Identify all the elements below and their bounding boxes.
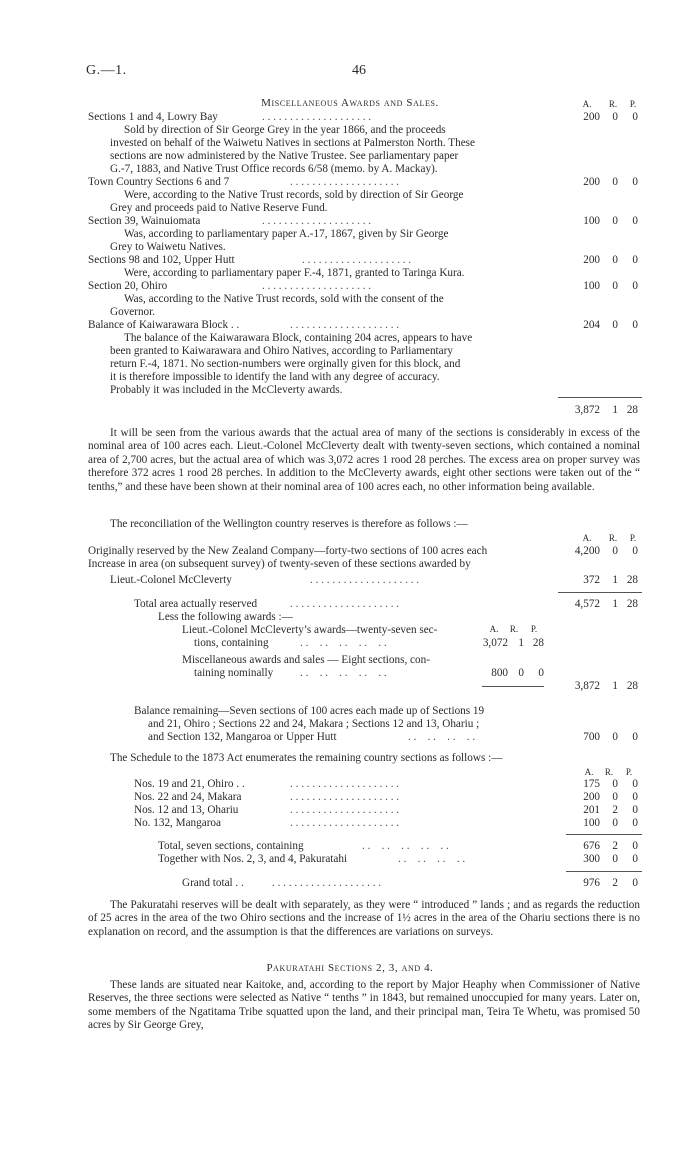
misc-item-title: Balance of Kaiwarawara Block . . [88, 319, 240, 331]
pakuratahi-title: Pakuratahi Sections 2, 3, and 4. [266, 962, 434, 974]
recon-mccleverty-line: Lieut.-Colonel McCleverty [110, 574, 232, 586]
misc-item-title: Section 39, Wainuiomata [88, 215, 201, 227]
schedule-roods: 2 [612, 840, 618, 852]
recon-increase-line: Increase in area (on subsequent survey) of twenty-seven of these sections awarded by [88, 558, 471, 570]
misc-item-acres: 200 [583, 111, 600, 123]
schedule-roods: 0 [612, 778, 618, 790]
schedule-perches: 0 [632, 804, 638, 816]
schedule-perches: 0 [632, 778, 638, 790]
schedule-row: Nos. 22 and 24, Makara [134, 791, 242, 803]
misc-item-perches: 0 [632, 254, 638, 266]
schedule-perches: 0 [632, 791, 638, 803]
misc-item-title: Town Country Sections 6 and 7 [88, 176, 230, 188]
misc-total-perches: 28 [626, 404, 638, 416]
misc-item-roods: 0 [612, 176, 618, 188]
recon-acres: 700 [583, 731, 600, 743]
leader-dots: . . . . . . . . . . . . . . . . . . . . [290, 319, 400, 331]
recon-acres: 3,872 [574, 680, 600, 692]
misc-item-perches: 0 [632, 215, 638, 227]
recon-misc-awards: Miscellaneous awards and sales — Eight sections, con- [182, 654, 430, 666]
schedule-roods: 0 [612, 791, 618, 803]
recon-perches: 0 [632, 545, 638, 557]
leader-dots: . . . . . . . . . . [300, 637, 387, 649]
recon-mccleverty-awards: Lieut.-Colonel McCleverty’s awards—twenty-seven sec- [182, 624, 438, 636]
leader-dots: . . . . . . . . . . . . . . . . . . . . [290, 817, 400, 829]
leader-dots: . . . . . . . . . . . . . . . . . . . . [262, 215, 372, 227]
misc-item-body-line: G.-7, 1883, and Native Trust Office records 6/58 (memo. by A. Mackay). [110, 163, 438, 175]
leader-dots: . . . . . . . . [398, 853, 466, 865]
misc-item-roods: 0 [612, 254, 618, 266]
paragraph-pakuratahi-note: The Pakuratahi reserves will be dealt with separately, as they were “ introduced ” lands ; and as regards the reduction of 25 acres in the area of the two Ohiro sections and the increase of 1½ acres in the area of the Ohariu sections there is no explanation on record, and the assumption is that the differences are variations on surveys. [88, 899, 640, 938]
total-rule [566, 871, 642, 872]
schedule-intro: The Schedule to the 1873 Act enumerates the remaining country sections as follows :— [110, 752, 503, 764]
grand-total-label: Grand total . . [182, 877, 244, 889]
schedule-row: Nos. 12 and 13, Ohariu [134, 804, 239, 816]
grand-total-acres: 976 [583, 877, 600, 889]
misc-item-roods: 0 [612, 280, 618, 292]
misc-total-roods: 1 [612, 404, 618, 416]
grand-total-perches: 0 [632, 877, 638, 889]
misc-item-roods: 0 [612, 319, 618, 331]
misc-item-perches: 0 [632, 280, 638, 292]
misc-item-body-line: Were, according to the Native Trust records, sold by direction of Sir George [124, 189, 464, 201]
recon-originally-reserved: Originally reserved by the New Zealand Company—forty-two sections of 100 acres each [88, 545, 488, 557]
misc-item-acres: 204 [583, 319, 600, 331]
misc-item-acres: 100 [583, 215, 600, 227]
recon-balance-line: and 21, Ohiro ; Sections 22 and 24, Makara ; Sections 12 and 13, Ohariu ; [148, 718, 480, 730]
misc-item-body-line: The balance of the Kaiwarawara Block, containing 204 acres, appears to have [124, 332, 473, 344]
recon-sub-acres: 800 [491, 667, 508, 679]
schedule-total-seven: Total, seven sections, containing [158, 840, 304, 852]
misc-item-body-line: Was, according to parliamentary paper A.-17, 1867, given by Sir George [124, 228, 449, 240]
misc-item-body-line: it is therefore impossible to identify the land with any degree of accuracy. [110, 371, 440, 383]
leader-dots: . . . . . . . . . . . . . . . . . . . . [310, 574, 420, 586]
recon-roods: 1 [612, 574, 618, 586]
recon-acres: 4,572 [574, 598, 600, 610]
recon-perches: 28 [626, 598, 638, 610]
schedule-perches: 0 [632, 840, 638, 852]
recon-sub-roods: 1 [518, 637, 524, 649]
schedule-acres: 200 [583, 791, 600, 803]
recon-perches: 0 [632, 731, 638, 743]
misc-item-roods: 0 [612, 111, 618, 123]
misc-item-acres: 200 [583, 176, 600, 188]
total-rule [558, 397, 642, 398]
leader-dots: . . . . . . . . . . . . . . . . . . . . [290, 176, 400, 188]
document-page: G.—1. 46 Miscellaneous Awards and Sales. A. R. P. Sections 1 and 4, Lowry Bay . . . . . . . . . . . . . . . . . . . . 200 0 0 Sold by direction of Sir George Grey in the year 1866, and the proceeds invested on behalf of the Waiwetu Natives in sections at Palmerston North. These sections are now administered by the Native Trustee. See parliamentary paper G.-7, 1883, and Native Trust Office records 6/58 (memo. by A. Mackay). Town Country Sections 6 and 7 . . . . . . . . . . . . . . . . . . . . 200 0 0 Were, according to the Native Trust records, sold by direction of Sir George Grey and proceeds paid to Native Reserve Fund. Section 39, Wainuiomata . . . . . . . . . . . . . . . . . . . . 100 0 0 Was, according to parliamentary paper A.-17, 1867, given by Sir George Grey to Waiwetu Natives. Sections 98 and 102, Upper Hutt . . . . . . . . . . . . . . . . . . . . 200 0 0 Were, according to parliamentary paper F.-4, 1871, granted to Taringa Kura. Section 20, Ohiro . . . . . . . . . . . . . . . . . . . . 100 0 0 Was, according to the Native Trust records, sold with the consent of the Governor. Balance of Kaiwarawara Block . . . . . . . . . . . . . . . . . . . . . . 204 0 0 The balance of the Kaiwarawara Block, containing 204 acres, appears to have been granted to Kaiwarawara and Ohiro Natives, according to Parliamentary return F.-4, 1871. No section-numbers were orginally given for this block, and it is therefore impossible to identify the land with any degree of accuracy. Probably it was included in the McCleverty awards. 3,872 1 28 It will be seen from the various awards that the actual area of many of the sections is considerably in excess of the nominal area of 100 acres each. Lieut.-Colonel McCleverty dealt with twenty-seven sections, which contained a nominal area of 2,700 acres, but the actual area of which was 3,072 acres 1 rood 28 perches. The excess area on proper survey was therefore 372 acres 1 rood 28 perches. In addition to the McCleverty awards, eight other sections were taken out of the “ tenths,” and these have been shown at their nominal area of 100 acres each, no other information being available. The reconciliation of the Wellington country reserves is therefore as follows :— A. R. P. Originally reserved by the New Zealand Company—forty-two sections of 100 acres each 4,200 0 0 Increase in area (on subsequent survey) of twenty-seven of these sections awarded by Lieut.-Colonel McCleverty . . . . . . . . . . . . . . . . . . . . 372 1 28 Total area actually reserved . . . . . . . . . . . . . . . . . . . . 4,572 1 28 Less the following awards :— A. R. P. Lieut.-Colonel McCleverty’s awards—twenty-seven sec- tions, containing . . . . . . . . . . 3,072 1 28 Miscellaneous awards and sales — Eight sections, con- taining nominally . . . . . . . . . . 800 0 0 3,872 1 28 Balance remaining—Seven sections of 100 acres each made up of Sections 19 and 21, Ohiro ; Sections 22 and 24, Makara ; Sections 12 and 13, Ohariu ; and Section 132, Mangaroa or Upper Hutt . . . . . . . . 700 0 0 The Schedule to the 1873 Act enumerates the remaining country sections as follows :— A. R. P. Nos. 19 and 21, Ohiro . . . . . . . . . . . . . . . . . . . . . . 175 0 0 Nos. 22 and 24, Makara . . . . . . . . . . . . . . . . . . . . 200 0 0 Nos. 12 and 13, Ohariu . . . . . . . . . . . . . . . . . . . . 201 2 0 No. 132, Mangaroa . . . . . . . . . . . . . . . . . . . . 100 0 0 Total, seven sections, containing . . . . . . . . . . 676 2 0 Together with Nos. 2, 3, and 4, Pakuratahi . . . . . . . . 300 0 0 Grand total . . . . . . . . . . . . . . . . . . . . . . 976 2 0 The Pakuratahi reserves will be dealt with separately, as they were “ introduced ” lands ; and as regards the reduction of 25 acres in the area of the two Ohiro sections and the increase of 1½ acres in the area of the Ohariu sections there is no explanation on record, and the assumption is that the differences are variations on surveys. Pakuratahi Sections 2, 3, and 4. These lands are situated near Kaitoke, and, according to the report by Major Heaphy when Commissioner of Native Reserves, the three sections were selected as Native “ tenths ” in 1843, but remained unoccupied for many years. Later on, some members of the Ngatitama Tribe squatted upon the land, and their principal man, Teira Te Whetu, was promised 50 acres by Sir George Grey, [0, 0, 700, 1163]
schedule-row: Nos. 19 and 21, Ohiro . . [134, 778, 245, 790]
recon-balance-line: and Section 132, Mangaroa or Upper Hutt [148, 731, 337, 743]
misc-awards-title: Miscellaneous Awards and Sales. [261, 97, 439, 109]
misc-item-perches: 0 [632, 176, 638, 188]
page-number: 46 [352, 63, 366, 78]
misc-item-body-line: Grey and proceeds paid to Native Reserve Fund. [110, 202, 328, 214]
paragraph-pakuratahi-lands: These lands are situated near Kaitoke, and, according to the report by Major Heaphy when Commissioner of Native Reserves, the three sections were selected as Native “ tenths ” in 1843, but remained unoccupied for many years. Later on, some members of the Ngatitama Tribe squatted upon the land, and their principal man, Teira Te Whetu, was promised 50 acres by Sir George Grey, [88, 979, 640, 1032]
misc-item-perches: 0 [632, 319, 638, 331]
schedule-row: No. 132, Mangaroa [134, 817, 221, 829]
recon-mccleverty-awards-cont: tions, containing [194, 637, 269, 649]
misc-item-perches: 0 [632, 111, 638, 123]
leader-dots: . . . . . . . . . . [362, 840, 449, 852]
leader-dots: . . . . . . . . . . . . . . . . . . . . [290, 598, 400, 610]
schedule-roods: 0 [612, 853, 618, 865]
schedule-acres: 676 [583, 840, 600, 852]
misc-item-roods: 0 [612, 215, 618, 227]
leader-dots: . . . . . . . . . . . . . . . . . . . . [302, 254, 412, 266]
leader-dots: . . . . . . . . . . . . . . . . . . . . [272, 877, 382, 889]
misc-total-acres: 3,872 [574, 404, 600, 416]
recon-roods: 0 [612, 731, 618, 743]
misc-item-body-line: Was, according to the Native Trust records, sold with the consent of the [124, 293, 444, 305]
recon-sub-perches: 28 [532, 637, 544, 649]
recon-sub-acres: 3,072 [482, 637, 508, 649]
leader-dots: . . . . . . . . . . . . . . . . . . . . [290, 778, 400, 790]
recon-misc-awards-cont: taining nominally [194, 667, 274, 679]
misc-item-body-line: Were, according to parliamentary paper F.-4, 1871, granted to Taringa Kura. [124, 267, 465, 279]
recon-acres: 372 [583, 574, 600, 586]
misc-item-body-line: been granted to Kaiwarawara and Ohiro Natives, according to Parliamentary [110, 345, 453, 357]
schedule-acres: 175 [583, 778, 600, 790]
misc-item-body-line: Probably it was included in the McCleverty awards. [110, 384, 343, 396]
misc-item-body-line: Sold by direction of Sir George Grey in the year 1866, and the proceeds [124, 124, 446, 136]
recon-roods: 1 [612, 680, 618, 692]
leader-dots: . . . . . . . . . . . . . . . . . . . . [290, 791, 400, 803]
misc-item-acres: 200 [583, 254, 600, 266]
misc-item-body-line: Grey to Waiwetu Natives. [110, 241, 226, 253]
misc-item-body-line: return F.-4, 1871. No section-numbers were orginally given for this block, and [110, 358, 461, 370]
recon-sub-roods: 0 [518, 667, 524, 679]
paragraph-excess-area: It will be seen from the various awards that the actual area of many of the sections is considerably in excess of the nominal area of 100 acres each. Lieut.-Colonel McCleverty dealt with twenty-seven sections, which contained a nominal area of 2,700 acres, but the actual area of which was 3,072 acres 1 rood 28 perches. The excess area on proper survey was therefore 372 acres 1 rood 28 perches. In addition to the McCleverty awards, eight other sections were taken out of the “ tenths,” and these have been shown at their nominal area of 100 acres each, no other information being available. [88, 427, 640, 493]
leader-dots: . . . . . . . . [408, 731, 476, 743]
subtotal-rule [482, 686, 544, 687]
paragraph-reconciliation-intro: The reconciliation of the Wellington country reserves is therefore as follows :— [110, 518, 468, 530]
schedule-acres: 300 [583, 853, 600, 865]
misc-item-body-line: invested on behalf of the Waiwetu Natives in sections at Palmerston North. These [110, 137, 475, 149]
recon-perches: 28 [626, 574, 638, 586]
misc-item-acres: 100 [583, 280, 600, 292]
total-rule [566, 834, 642, 835]
recon-acres: 4,200 [574, 545, 600, 557]
leader-dots: . . . . . . . . . . . . . . . . . . . . [262, 111, 372, 123]
leader-dots: . . . . . . . . . . . . . . . . . . . . [290, 804, 400, 816]
total-rule [558, 592, 642, 593]
recon-perches: 28 [626, 680, 638, 692]
leader-dots: . . . . . . . . . . [300, 667, 387, 679]
misc-item-body-line: Governor. [110, 306, 156, 318]
misc-item-body-line: sections are now administered by the Native Trustee. See parliamentary paper [110, 150, 459, 162]
misc-item-title: Sections 1 and 4, Lowry Bay [88, 111, 218, 123]
recon-roods: 0 [612, 545, 618, 557]
schedule-acres: 100 [583, 817, 600, 829]
misc-item-title: Sections 98 and 102, Upper Hutt [88, 254, 235, 266]
grand-total-roods: 2 [612, 877, 618, 889]
leader-dots: . . . . . . . . . . . . . . . . . . . . [262, 280, 372, 292]
schedule-roods: 0 [612, 817, 618, 829]
schedule-perches: 0 [632, 817, 638, 829]
paper-reference: G.—1. [86, 63, 127, 78]
recon-total-reserved: Total area actually reserved [134, 598, 258, 610]
schedule-roods: 2 [612, 804, 618, 816]
recon-sub-perches: 0 [538, 667, 544, 679]
schedule-acres: 201 [583, 804, 600, 816]
misc-item-title: Section 20, Ohiro [88, 280, 168, 292]
recon-roods: 1 [612, 598, 618, 610]
schedule-perches: 0 [632, 853, 638, 865]
recon-less-awards: Less the following awards :— [158, 611, 293, 623]
schedule-pakuratahi: Together with Nos. 2, 3, and 4, Pakuratahi [158, 853, 348, 865]
recon-balance-line: Balance remaining—Seven sections of 100 acres each made up of Sections 19 [134, 705, 485, 717]
